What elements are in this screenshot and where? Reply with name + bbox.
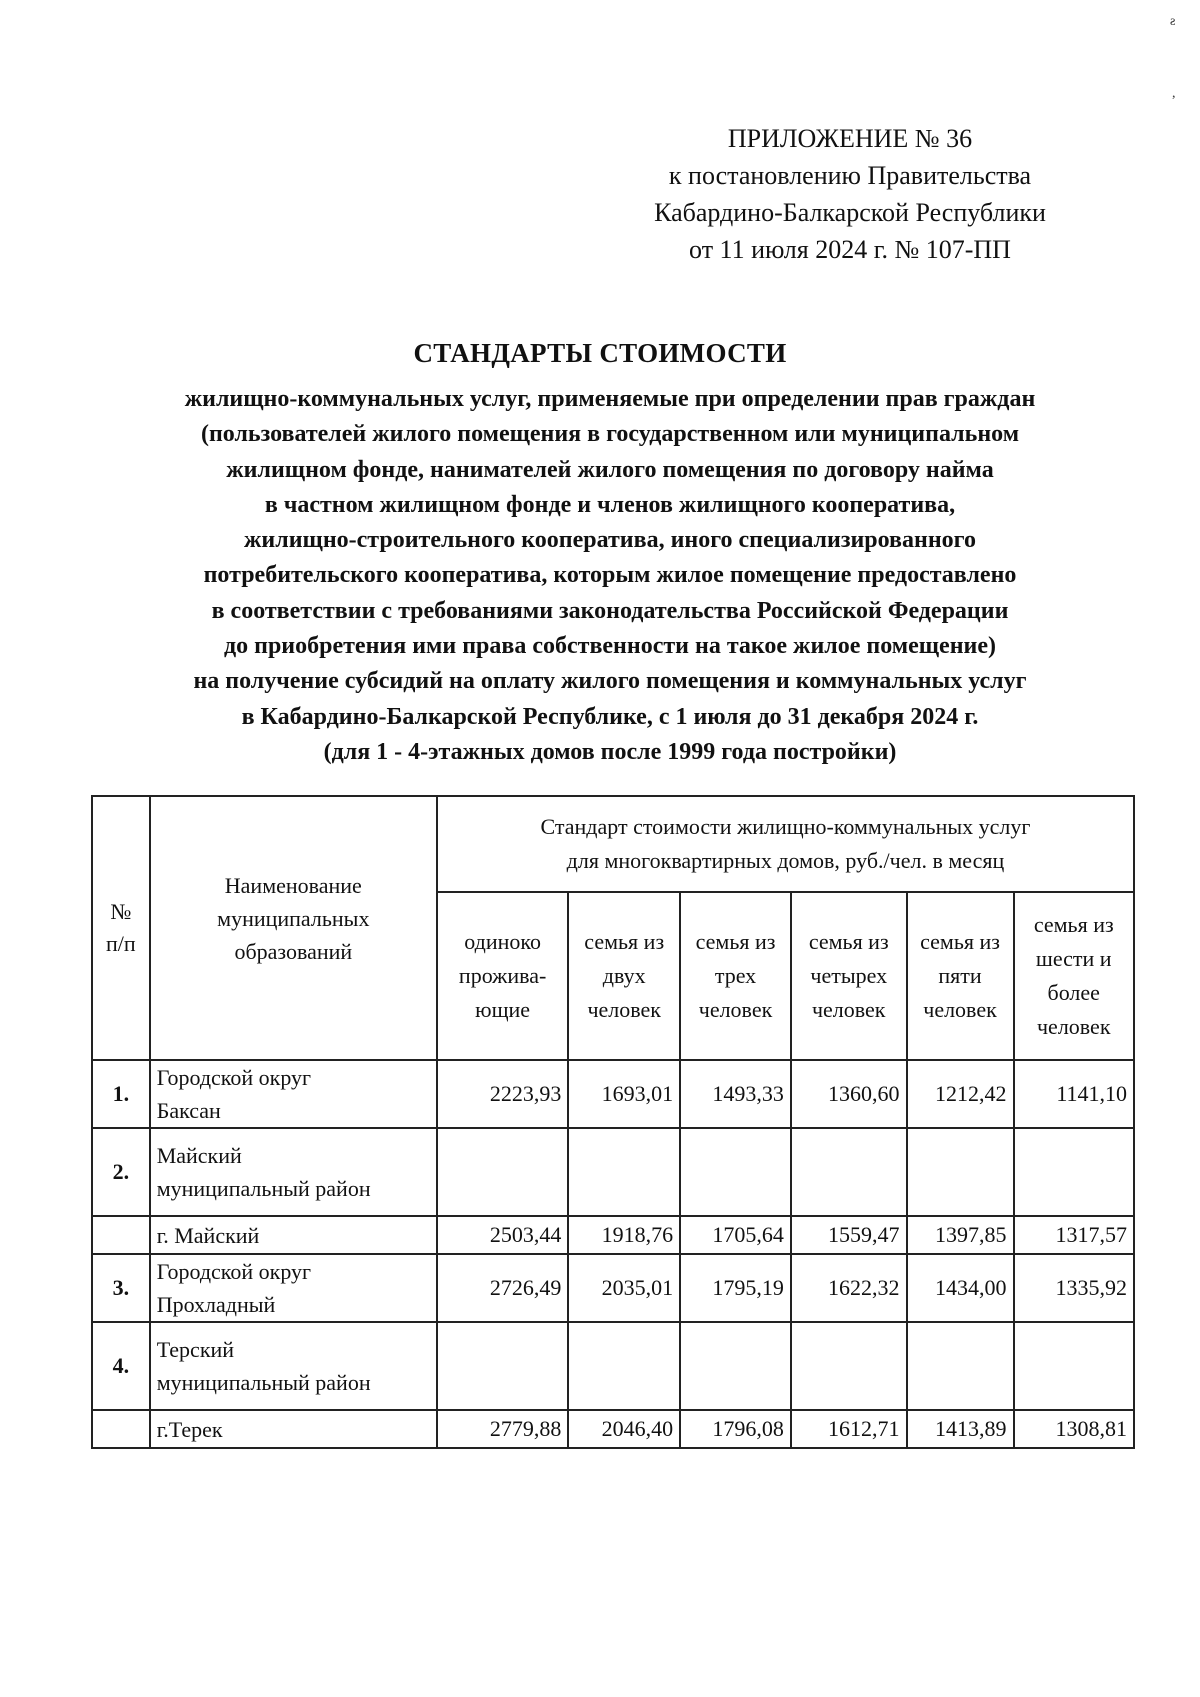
subtitle-line: (для 1 - 4-этажных домов после 1999 года постройки) bbox=[323, 738, 897, 765]
header-number-line: № bbox=[110, 899, 132, 924]
value-cell: 2035,01 bbox=[568, 1254, 680, 1322]
header-line: трех bbox=[714, 963, 757, 988]
name-line: муниципальный район bbox=[156, 1370, 371, 1395]
header-line: четырех bbox=[810, 963, 888, 988]
subtitle-line: до приобретения ими права собственности на такое жилое помещение) bbox=[223, 633, 996, 660]
value-cell: 1141,10 bbox=[1014, 1060, 1135, 1128]
name-line: Городской округ bbox=[156, 1259, 312, 1284]
header-family-6plus bbox=[1014, 892, 1135, 1060]
name-line: муниципальный район bbox=[156, 1176, 371, 1201]
value-cell: 1434,00 bbox=[907, 1254, 1014, 1322]
name-line: Городской округ bbox=[156, 1065, 312, 1090]
header-number bbox=[92, 796, 150, 1060]
municipality-name bbox=[150, 1060, 437, 1128]
table-row bbox=[92, 1060, 1134, 1128]
subtitle-line: жилищно-строительного кооператива, иного специализированного bbox=[244, 527, 976, 554]
header-line: человек bbox=[698, 997, 773, 1022]
header-line: семья из bbox=[1033, 912, 1114, 937]
header-name-line: муниципальных bbox=[217, 905, 370, 931]
header-single bbox=[437, 892, 568, 1060]
value-cell: 1612,71 bbox=[791, 1410, 907, 1448]
municipality-name: г.Терек bbox=[150, 1410, 437, 1448]
header-line: пяти bbox=[938, 963, 982, 988]
row-number: 2. bbox=[92, 1128, 150, 1216]
header-standard-group bbox=[437, 796, 1134, 892]
subtitle-line: на получение субсидий на оплату жилого помещения и коммунальных услуг bbox=[193, 668, 1027, 695]
name-line: Баксан bbox=[156, 1098, 221, 1123]
header-municipality bbox=[150, 796, 437, 1060]
value-cell bbox=[437, 1322, 568, 1410]
header-line: семья из bbox=[584, 929, 665, 954]
appendix-block bbox=[620, 120, 1080, 268]
appendix-line: Кабардино-Балкарской Республики bbox=[654, 198, 1046, 227]
header-line: шести и bbox=[1035, 946, 1112, 971]
header-family-2 bbox=[568, 892, 680, 1060]
row-number: 4. bbox=[92, 1322, 150, 1410]
header-line: семья из bbox=[808, 929, 889, 954]
header-line: прожива- bbox=[458, 963, 547, 988]
table-row bbox=[92, 1216, 1134, 1254]
value-cell: 1693,01 bbox=[568, 1060, 680, 1128]
value-cell: 1413,89 bbox=[907, 1410, 1014, 1448]
appendix-date: от 11 июля 2024 г. № 107-ПП bbox=[689, 235, 1011, 264]
header-line: семья из bbox=[920, 929, 1000, 954]
subtitle-line: (пользователей жилого помещения в государственном или муниципальном bbox=[200, 421, 1020, 448]
municipality-name bbox=[150, 1322, 437, 1410]
header-family-3 bbox=[680, 892, 791, 1060]
value-cell bbox=[568, 1128, 680, 1216]
subtitle-line: жилищно-коммунальных услуг, применяемые при определении прав граждан bbox=[184, 386, 1036, 412]
table-row bbox=[92, 1322, 1134, 1410]
header-group-line: Стандарт стоимости жилищно-коммунальных услуг bbox=[540, 814, 1031, 839]
value-cell bbox=[680, 1128, 791, 1216]
value-cell: 1335,92 bbox=[1014, 1254, 1135, 1322]
value-cell: 1360,60 bbox=[791, 1060, 907, 1128]
scan-speck: ƨ bbox=[1170, 14, 1176, 29]
scan-speck: , bbox=[1172, 86, 1176, 101]
subtitle-line: в Кабардино-Балкарской Республике, с 1 июля до 31 декабря 2024 г. bbox=[241, 703, 979, 730]
name-line: Терский bbox=[156, 1337, 235, 1362]
value-cell bbox=[791, 1322, 907, 1410]
value-cell bbox=[791, 1128, 907, 1216]
table-row bbox=[92, 1410, 1134, 1448]
subtitle-line: жилищном фонде, нанимателей жилого помещения по договору найма bbox=[226, 456, 994, 483]
header-family-5 bbox=[907, 892, 1014, 1060]
header-line: ющие bbox=[475, 997, 531, 1022]
standards-table bbox=[91, 795, 1135, 1449]
document-subtitle bbox=[100, 382, 1120, 770]
value-cell: 1705,64 bbox=[680, 1216, 791, 1254]
value-cell bbox=[680, 1322, 791, 1410]
subtitle-line: в частном жилищном фонде и членов жилищного кооператива, bbox=[264, 491, 956, 518]
value-cell: 1397,85 bbox=[907, 1216, 1014, 1254]
appendix-number: ПРИЛОЖЕНИЕ № 36 bbox=[727, 124, 973, 153]
header-line: человек bbox=[811, 997, 886, 1022]
value-cell: 1308,81 bbox=[1014, 1410, 1135, 1448]
appendix-line: к постановлению Правительства bbox=[668, 161, 1032, 190]
table-row bbox=[92, 1254, 1134, 1322]
header-line: семья из bbox=[695, 929, 776, 954]
header-line: одиноко bbox=[464, 929, 541, 954]
value-cell: 1795,19 bbox=[680, 1254, 791, 1322]
value-cell: 2223,93 bbox=[437, 1060, 568, 1128]
header-group-line: для многоквартирных домов, руб./чел. в месяц bbox=[566, 848, 1005, 873]
value-cell: 2046,40 bbox=[568, 1410, 680, 1448]
municipality-name bbox=[150, 1254, 437, 1322]
header-line: человек bbox=[1036, 1014, 1111, 1039]
value-cell bbox=[907, 1128, 1014, 1216]
value-cell bbox=[907, 1322, 1014, 1410]
value-cell: 1622,32 bbox=[791, 1254, 907, 1322]
value-cell bbox=[1014, 1322, 1135, 1410]
value-cell: 2503,44 bbox=[437, 1216, 568, 1254]
value-cell: 1317,57 bbox=[1014, 1216, 1135, 1254]
row-number: 3. bbox=[92, 1254, 150, 1322]
name-line: Майский bbox=[156, 1143, 242, 1168]
value-cell: 2726,49 bbox=[437, 1254, 568, 1322]
header-line: двух bbox=[602, 963, 646, 988]
header-line: человек bbox=[587, 997, 661, 1022]
document-title: СТАНДАРТЫ СТОИМОСТИ bbox=[413, 338, 787, 368]
header-family-4 bbox=[791, 892, 907, 1060]
header-name-line: образований bbox=[234, 938, 353, 964]
subtitle-line: в соответствии с требованиями законодательства Российской Федерации bbox=[211, 597, 1009, 624]
value-cell bbox=[568, 1322, 680, 1410]
value-cell bbox=[1014, 1128, 1135, 1216]
value-cell bbox=[437, 1128, 568, 1216]
header-number-line: п/п bbox=[106, 931, 136, 956]
value-cell: 1559,47 bbox=[791, 1216, 907, 1254]
municipality-name bbox=[150, 1128, 437, 1216]
subtitle-line: потребительского кооператива, которым жилое помещение предоставлено bbox=[203, 562, 1017, 589]
header-line: человек bbox=[923, 997, 997, 1022]
value-cell: 1212,42 bbox=[907, 1060, 1014, 1128]
header-line: более bbox=[1047, 980, 1100, 1005]
name-line: Прохладный bbox=[156, 1292, 276, 1317]
row-number bbox=[92, 1216, 150, 1254]
value-cell: 1493,33 bbox=[680, 1060, 791, 1128]
value-cell: 1796,08 bbox=[680, 1410, 791, 1448]
municipality-name: г. Майский bbox=[150, 1216, 437, 1254]
row-number: 1. bbox=[92, 1060, 150, 1128]
row-number bbox=[92, 1410, 150, 1448]
value-cell: 1918,76 bbox=[568, 1216, 680, 1254]
header-name-line: Наименование bbox=[224, 872, 362, 898]
value-cell: 2779,88 bbox=[437, 1410, 568, 1448]
table-row bbox=[92, 1128, 1134, 1216]
